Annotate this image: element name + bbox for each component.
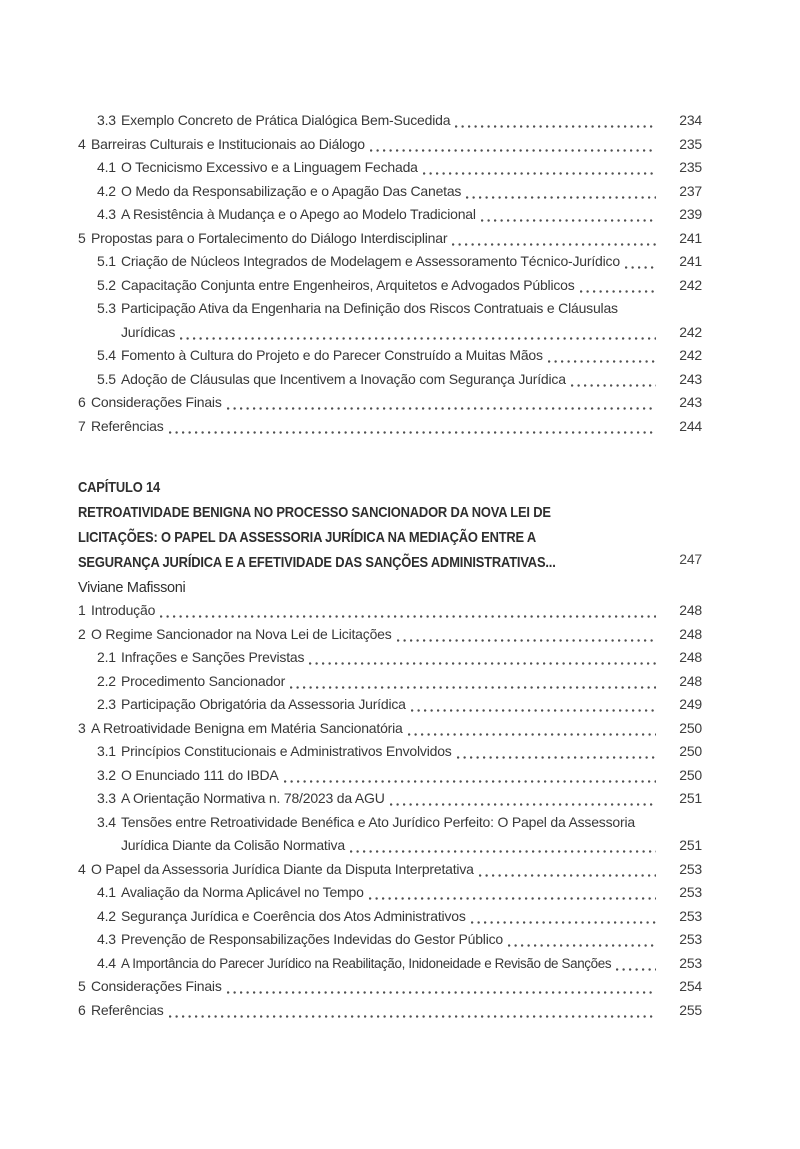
entry-page-number: 250 — [679, 719, 702, 736]
toc-entry — [78, 646, 702, 670]
dot-leader — [309, 662, 656, 665]
toc-entry — [78, 133, 702, 157]
dot-leader — [397, 639, 656, 642]
chapter-label: CAPÍTULO 14 — [78, 479, 160, 496]
entry-title: Segurança Jurídica e Coerência dos Atos Administrativos — [121, 907, 466, 924]
entry-title: O Regime Sancionador na Nova Lei de Licitações — [91, 625, 392, 642]
toc-entry — [78, 227, 702, 251]
entry-page-number: 242 — [679, 323, 702, 340]
entry-page-number: 248 — [679, 625, 702, 642]
entry-number: 2 — [78, 625, 86, 642]
entry-number: 4.3 — [97, 206, 116, 222]
entry-number: 5.4 — [97, 347, 116, 363]
toc-entry — [78, 156, 702, 180]
chapter-title-line-1: RETROATIVIDADE BENIGNA NO PROCESSO SANCIONADOR DA NOVA LEI DE — [78, 504, 551, 521]
toc-entry — [78, 599, 702, 623]
dot-leader — [452, 243, 656, 246]
dot-leader — [284, 780, 656, 783]
entry-title: Criação de Núcleos Integrados de Modelagem e Assessoramento Técnico-Jurídico — [121, 253, 620, 269]
entry-number: 2.2 — [97, 672, 116, 689]
dot-leader — [548, 360, 656, 363]
dot-leader — [481, 219, 656, 222]
dot-leader — [408, 733, 656, 736]
entry-page-number: 253 — [679, 954, 702, 971]
entry-page-number: 251 — [679, 837, 702, 853]
entry-number: 4.1 — [97, 159, 116, 175]
entry-title: Tensões entre Retroatividade Benéfica e Ato Jurídico Perfeito: O Papel da Assessoria — [121, 813, 635, 830]
toc-entry — [78, 297, 702, 321]
toc-entry — [78, 203, 702, 227]
entry-title: A Resistência à Mudança e o Apego ao Modelo Tradicional — [121, 206, 476, 222]
entry-number: 4.3 — [97, 931, 116, 947]
toc-entry — [78, 344, 702, 368]
toc-entry — [78, 415, 702, 439]
entry-number: 2.3 — [97, 696, 116, 712]
entry-page-number: 250 — [679, 766, 702, 783]
entry-title: Prevenção de Responsabilizações Indevidas do Gestor Público — [121, 931, 503, 947]
entry-page-number: 234 — [679, 112, 702, 128]
dot-leader — [625, 266, 656, 269]
entry-number: 5.1 — [97, 253, 116, 269]
entry-number: 3.4 — [97, 813, 116, 830]
entry-title: Referências — [91, 417, 164, 434]
entry-title: O Papel da Assessoria Jurídica Diante da Disputa Interpretativa — [91, 860, 474, 877]
entry-title: Barreiras Culturais e Institucionais ao Diálogo — [91, 135, 365, 152]
toc-entry — [78, 623, 702, 647]
entry-page-number: 237 — [679, 182, 702, 199]
dot-leader — [350, 850, 656, 853]
entry-page-number: 248 — [679, 649, 702, 665]
entry-title: A Retroatividade Benigna em Matéria Sancionatória — [91, 719, 403, 736]
entry-page-number: 248 — [679, 602, 702, 618]
chapter-title-line-3: SEGURANÇA JURÍDICA E A EFETIVIDADE DAS SANÇÕES ADMINISTRATIVAS... — [78, 554, 556, 571]
toc-entry — [78, 180, 702, 204]
chapter-page-number: 247 — [679, 551, 702, 567]
toc-entry — [78, 787, 702, 811]
entry-title: Avaliação da Norma Aplicável no Tempo — [121, 884, 364, 900]
dot-leader — [455, 125, 656, 128]
dot-leader — [290, 686, 656, 689]
entry-number: 4 — [78, 135, 86, 152]
entry-number: 1 — [78, 602, 86, 618]
entry-number: 3.1 — [97, 743, 116, 759]
entry-title: Introdução — [91, 602, 156, 618]
entry-number: 3.2 — [97, 766, 116, 783]
entry-title: Propostas para o Fortalecimento do Diálogo Interdisciplinar — [91, 229, 448, 246]
entry-title: A Orientação Normativa n. 78/2023 da AGU — [121, 790, 385, 806]
entry-number: 6 — [78, 1001, 86, 1018]
toc-entry — [78, 391, 702, 415]
toc-entry — [78, 368, 702, 392]
entry-title: A Importância do Parecer Jurídico na Reabilitação, Inidoneidade e Revisão de Sanções — [121, 955, 612, 971]
entry-title: Infrações e Sanções Previstas — [121, 649, 305, 665]
toc-entry — [78, 881, 702, 905]
entry-number: 3 — [78, 719, 86, 736]
entry-number: 3.3 — [97, 790, 116, 806]
entry-title: Princípios Constitucionais e Administrativos Envolvidos — [121, 743, 452, 759]
dot-leader — [169, 431, 656, 434]
dot-leader — [466, 196, 656, 199]
entry-title-continued: Jurídicas — [121, 323, 176, 340]
entry-page-number: 254 — [679, 978, 702, 994]
entry-number: 4.2 — [97, 182, 116, 199]
dot-leader — [369, 897, 656, 900]
entry-title: O Tecnicismo Excessivo e a Linguagem Fechada — [121, 159, 418, 175]
entry-page-number: 250 — [679, 743, 702, 759]
entry-title: Participação Ativa da Engenharia na Definição dos Riscos Contratuais e Cláusulas — [121, 300, 618, 316]
entry-page-number: 253 — [679, 907, 702, 924]
toc-entry — [78, 109, 702, 133]
entry-number: 5.3 — [97, 300, 116, 316]
chapter-author: Viviane Mafissoni — [78, 580, 186, 596]
toc-entry — [78, 693, 702, 717]
entry-page-number: 244 — [679, 417, 702, 434]
toc-entry-continuation — [78, 321, 702, 345]
entry-page-number: 243 — [679, 394, 702, 410]
dot-leader — [227, 991, 656, 994]
entry-page-number: 241 — [679, 253, 702, 269]
toc-entry — [78, 999, 702, 1023]
toc-list-previous-chapter — [78, 109, 702, 438]
entry-title: Fomento à Cultura do Projeto e do Parecer Construído a Muitas Mãos — [121, 347, 543, 363]
toc-entry — [78, 975, 702, 999]
entry-page-number: 235 — [679, 159, 702, 175]
entry-page-number: 249 — [679, 696, 702, 712]
toc-content — [78, 0, 702, 1022]
entry-title: O Medo da Responsabilização e o Apagão Das Canetas — [121, 182, 462, 199]
entry-number: 4.1 — [97, 884, 116, 900]
dot-leader — [423, 172, 656, 175]
toc-entry — [78, 905, 702, 929]
dot-leader — [169, 1015, 656, 1018]
entry-number: 5 — [78, 978, 86, 994]
chapter-label-line — [78, 475, 702, 500]
entry-number: 2.1 — [97, 649, 116, 665]
toc-entry — [78, 250, 702, 274]
entry-page-number: 253 — [679, 860, 702, 877]
entry-page-number: 248 — [679, 672, 702, 689]
entry-page-number: 242 — [679, 276, 702, 293]
entry-title: Exemplo Concreto de Prática Dialógica Bem-Sucedida — [121, 112, 451, 128]
toc-entry — [78, 717, 702, 741]
dot-leader — [616, 968, 656, 971]
entry-number: 3.3 — [97, 112, 116, 128]
entry-number: 6 — [78, 394, 86, 410]
entry-title: Considerações Finais — [91, 978, 222, 994]
dot-leader — [180, 337, 656, 340]
entry-page-number: 235 — [679, 135, 702, 152]
entry-title: Participação Obrigatória da Assessoria Jurídica — [121, 696, 406, 712]
dot-leader — [471, 921, 656, 924]
toc-entry-continuation — [78, 834, 702, 858]
toc-entry — [78, 274, 702, 298]
dot-leader — [390, 803, 656, 806]
entry-title: Considerações Finais — [91, 394, 222, 410]
entry-page-number: 253 — [679, 884, 702, 900]
entry-number: 5 — [78, 229, 86, 246]
toc-entry — [78, 811, 702, 835]
dot-leader — [160, 615, 656, 618]
entry-page-number: 253 — [679, 931, 702, 947]
entry-title: O Enunciado 111 do IBDA — [121, 766, 279, 783]
toc-list-chapter-14 — [78, 599, 702, 1022]
entry-page-number: 241 — [679, 229, 702, 246]
toc-entry — [78, 928, 702, 952]
dot-leader — [580, 290, 656, 293]
entry-title: Referências — [91, 1001, 164, 1018]
toc-entry — [78, 764, 702, 788]
dot-leader — [227, 407, 656, 410]
entry-title: Capacitação Conjunta entre Engenheiros, Arquitetos e Advogados Públicos — [121, 276, 575, 293]
dot-leader — [370, 149, 656, 152]
entry-page-number: 242 — [679, 347, 702, 363]
dot-leader — [571, 384, 656, 387]
entry-title: Procedimento Sancionador — [121, 672, 286, 689]
toc-entry — [78, 670, 702, 694]
entry-title-continued: Jurídica Diante da Colisão Normativa — [121, 837, 345, 853]
entry-number: 5.2 — [97, 276, 116, 293]
dot-leader — [479, 874, 656, 877]
dot-leader — [411, 709, 656, 712]
entry-number: 4.2 — [97, 907, 116, 924]
entry-title: Adoção de Cláusulas que Incentivem a Inovação com Segurança Jurídica — [121, 370, 566, 387]
chapter-title-line-2: LICITAÇÕES: O PAPEL DA ASSESSORIA JURÍDICA NA MEDIAÇÃO ENTRE A — [78, 529, 537, 546]
entry-page-number: 239 — [679, 206, 702, 222]
entry-page-number: 255 — [679, 1001, 702, 1018]
toc-entry — [78, 952, 702, 976]
dot-leader — [457, 756, 656, 759]
entry-number: 4.4 — [97, 954, 116, 971]
entry-number: 4 — [78, 860, 86, 877]
dot-leader — [508, 944, 656, 947]
toc-entry — [78, 740, 702, 764]
entry-number: 5.5 — [97, 370, 116, 387]
entry-page-number: 243 — [679, 370, 702, 387]
toc-entry — [78, 858, 702, 882]
entry-number: 7 — [78, 417, 86, 434]
entry-page-number: 251 — [679, 790, 702, 806]
chapter-heading-block — [78, 475, 702, 599]
chapter-title — [78, 500, 702, 575]
